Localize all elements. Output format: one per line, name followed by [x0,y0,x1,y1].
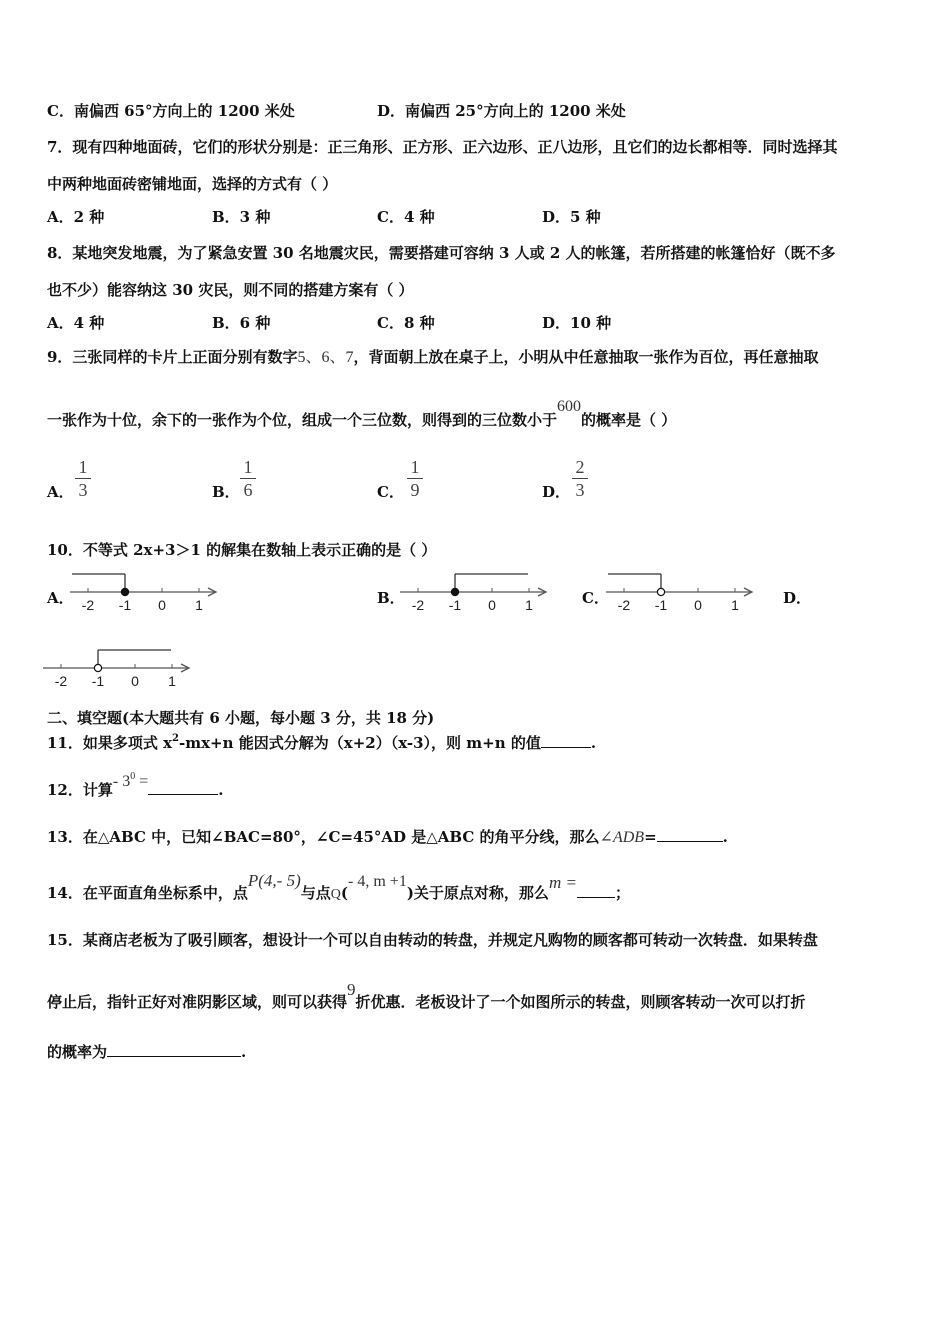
q12-base: - 3 [112,773,131,790]
q15-line2-pre: 停止后，指针正好对准阴影区域，则可以获得 [47,993,348,1011]
number-line-d [43,646,203,689]
q8-option-a: A．4 种 [47,314,105,332]
number-line-tick-label: -1 [654,597,668,613]
section-heading: 二、填空题(本大题共有 6 小题，每小题 3 分，共 18 分) [47,709,435,727]
number-line-a [70,570,230,613]
open-endpoint [657,588,664,595]
q8-option-c: C．8 种 [377,314,435,332]
q8-stem-line2: 也不少）能容纳这 30 灾民，则不同的搭建方案有（ ） [47,281,414,299]
q14-pre: 14．在平面直角坐标系中，点 [47,884,248,902]
q15-stem-line2 [47,980,806,1012]
number-line-tick-label: 1 [195,597,203,613]
q6-option-d: D．南偏西 25°方向上的 1200 米处 [377,102,626,120]
q12-stem [47,771,224,801]
q14-answer-blank[interactable] [577,883,615,898]
q11-post: -mx+n 能因式分解为（x+2）（x-3），则 m+n 的值 [179,734,541,752]
q11-answer-blank[interactable] [541,733,591,748]
number-line-tick-label: -2 [617,597,631,613]
q8-stem-line1: 8．某地突发地震，为了紧急安置 30 名地震灾民，需要搭建可容纳 3 人或 2 人的帐篷，若所搭建的帐篷恰好（既不多 [47,244,836,262]
q10-option-c-label: C． [582,589,609,607]
fraction-numerator: 1 [78,457,88,477]
q9-option-b-fraction [240,457,256,500]
q15-line2-post: 折优惠．老板设计了一个如图所示的转盘，则顾客转动一次可以打折 [355,993,806,1011]
q14-paren-close: ) [406,884,414,902]
q14-stem [47,871,630,905]
q13-angle: ∠ADB [599,829,645,846]
number-line-tick-label: -1 [448,597,462,613]
q9-stem2-pre: 一张作为十位，余下的一张作为个位，组成一个三位数，则得到的三位数小于 [47,411,558,429]
q10-stem: 10．不等式 2x+3＞1 的解集在数轴上表示正确的是（ ） [47,541,437,559]
q13-stem [47,827,728,848]
fraction-denominator: 6 [243,480,253,500]
q14-q-label: Q [330,887,341,902]
number-line-tick-label: 0 [488,597,496,613]
q15-stem-line3 [47,1042,246,1062]
q7-option-a: A．2 种 [47,208,105,226]
q9-option-c-label: C． [377,483,404,501]
q14-paren-open: ( [340,884,349,902]
q13-equals: = [644,828,657,846]
q12-expression [113,773,148,790]
number-line-tick-label: 0 [158,597,166,613]
q10-option-d-label: D． [783,589,812,607]
q12-equals: = [139,773,149,790]
number-line-tick-label: 1 [168,673,176,689]
q9-stem-line2 [47,398,677,431]
q11-end: . [590,734,597,752]
q11-exponent: 2 [172,733,180,744]
q9-stem2-post: 的概率是（ ） [581,411,677,429]
q9-option-a-fraction [75,457,91,500]
q9-stem-post: ，背面朝上放在桌子上，小明从中任意抽取一张作为百位，再任意抽取 [353,348,819,366]
q13-end: . [722,828,728,846]
fraction-denominator: 9 [410,480,420,500]
number-line-tick-label: -1 [118,597,132,613]
q10-option-b-label: B． [377,589,405,607]
number-line-tick-label: -2 [81,597,95,613]
q12-pre: 12．计算 [47,781,113,799]
q7-option-d: D．5 种 [542,208,601,226]
q9-option-d-fraction [572,457,588,500]
q12-answer-blank[interactable] [148,780,218,795]
number-line-tick-label: 0 [131,673,139,689]
q14-mid: 与点 [300,884,331,902]
number-line-c [606,570,766,613]
q7-stem-line1: 7．现有四种地面砖，它们的形状分别是：正三角形、正方形、正六边形、正八边形，且它们的边长都相等．同时选择其 [47,138,838,156]
fraction-numerator: 2 [575,457,585,477]
number-line-tick-label: 1 [731,597,739,613]
q13-pre: 13．在△ABC 中，已知∠BAC=80°，∠C=45°AD 是△ABC 的角平分线，那么 [47,828,600,846]
q9-option-a-label: A． [47,483,74,501]
q11-pre: 11．如果多项式 x [47,734,173,752]
fraction-numerator: 1 [410,457,420,477]
number-line-tick-label: 1 [525,597,533,613]
q9-digits: 5、6、7 [297,349,354,366]
q9-option-d-label: D． [542,483,571,501]
q9-stem-line1 [47,347,818,368]
q8-option-b: B．6 种 [212,314,271,332]
q12-exponent: 0 [130,771,136,782]
q14-post: 关于原点对称，那么 [413,884,549,902]
q6-option-c: C．南偏西 65°方向上的 1200 米处 [47,102,295,120]
number-line-tick-label: -1 [91,673,105,689]
q9-stem-pre: 9．三张同样的卡片上正面分别有数字 [47,348,298,366]
q11-stem [47,733,596,753]
q12-end: . [218,781,224,799]
closed-endpoint [451,588,458,595]
q9-number-600: 600 [557,398,582,415]
number-line-b [400,570,560,613]
fraction-numerator: 1 [243,457,253,477]
q14-point-p: P(4,- 5) [247,871,301,890]
q14-m-equals: m = [548,873,577,892]
q15-answer-blank[interactable] [107,1042,241,1057]
q14-end: ； [614,884,630,902]
number-line-tick-label: 0 [694,597,702,613]
fraction-denominator: 3 [78,480,88,500]
q7-option-b: B．3 种 [212,208,271,226]
q15-stem-line1: 15．某商店老板为了吸引顾客，想设计一个可以自由转动的转盘，并规定凡购物的顾客都可转动一次转盘．如果转盘 [47,931,818,949]
q15-discount: 9 [347,980,356,999]
q15-line3: 的概率为 [47,1043,108,1061]
q7-option-c: C．4 种 [377,208,435,226]
q13-answer-blank[interactable] [657,827,723,842]
q8-option-d: D．10 种 [542,314,612,332]
q9-option-c-fraction [407,457,423,500]
q9-option-b-label: B． [212,483,240,501]
q10-option-a-label: A． [47,589,74,607]
q14-point-q: - 4, m +1 [348,873,407,890]
q7-stem-line2: 中两种地面砖密铺地面，选择的方式有（ ） [47,175,338,193]
closed-endpoint [121,588,128,595]
number-line-tick-label: -2 [54,673,68,689]
fraction-denominator: 3 [575,480,585,500]
open-endpoint [94,664,101,671]
q15-end: . [241,1043,247,1061]
number-line-tick-label: -2 [411,597,425,613]
